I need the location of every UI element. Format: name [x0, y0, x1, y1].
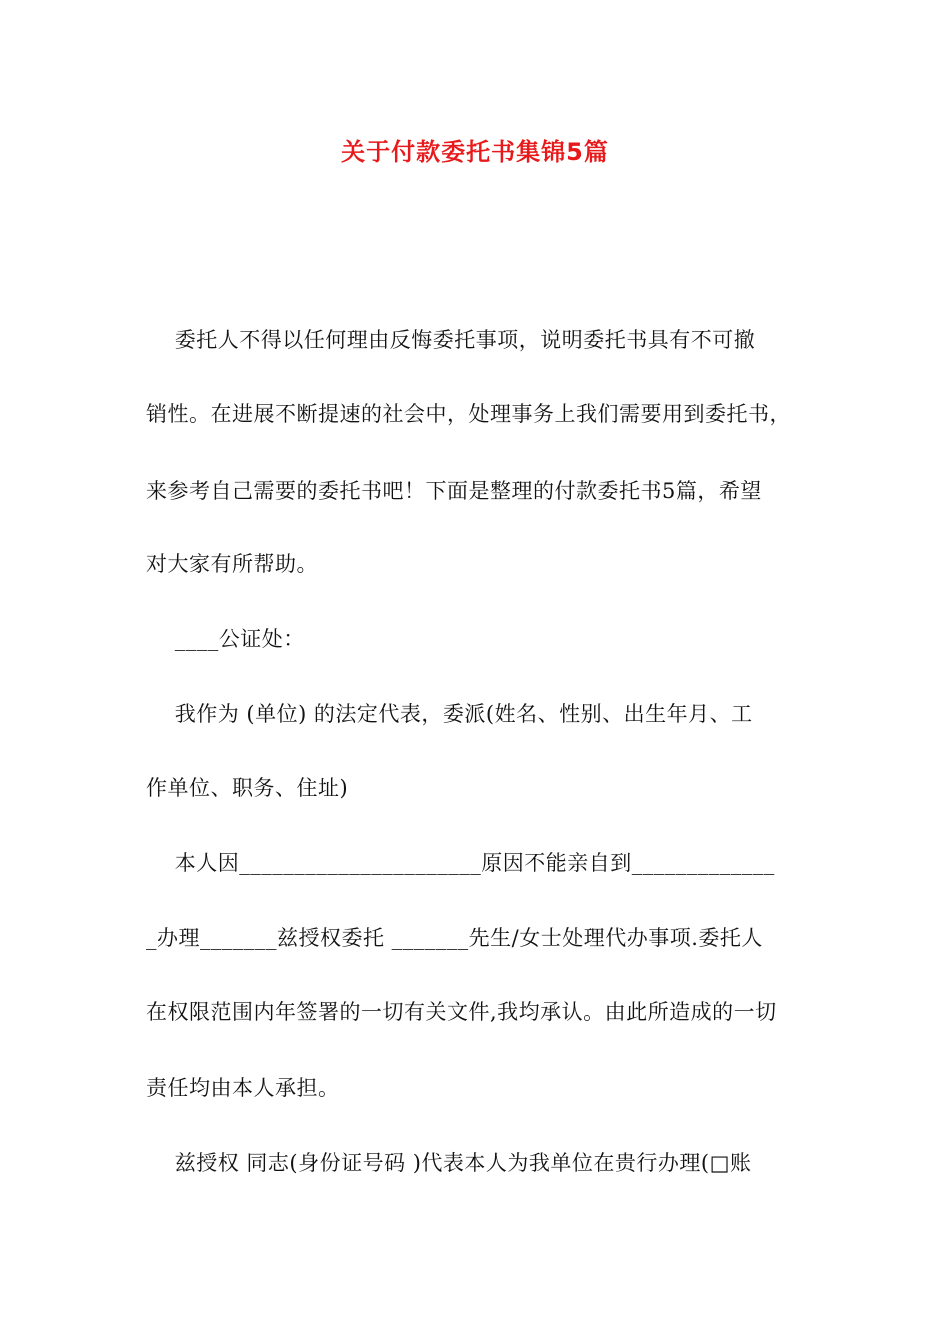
- body-line: ____公证处：: [146, 627, 305, 651]
- body-line: 本人因______________________原因不能亲自到_____________: [146, 851, 775, 875]
- body-line: 作单位、职务、住址): [146, 776, 349, 800]
- body-line: 在权限范围内年签署的一切有关文件,我均承认。由此所造成的一切: [146, 1000, 777, 1024]
- body-line: _办理_______兹授权委托 _______先生/女士处理代办事项.委托人: [146, 926, 763, 950]
- body-line: 责任均由本人承担。: [146, 1076, 340, 1100]
- body-line: 来参考自己需要的委托书吧！下面是整理的付款委托书5篇，希望: [146, 479, 762, 503]
- document-title: 关于付款委托书集锦5篇: [341, 138, 609, 166]
- body-line: 我作为 (单位) 的法定代表，委派(姓名、性别、出生年月、工: [146, 702, 753, 726]
- body-line: 对大家有所帮助。: [146, 552, 318, 576]
- body-line: 委托人不得以任何理由反悔委托事项，说明委托书具有不可撤: [146, 328, 756, 352]
- body-line: 兹授权 同志(身份证号码 )代表本人为我单位在贵行办理(□账: [146, 1151, 752, 1175]
- body-line: 销性。在进展不断提速的社会中，处理事务上我们需要用到委托书，: [146, 402, 791, 426]
